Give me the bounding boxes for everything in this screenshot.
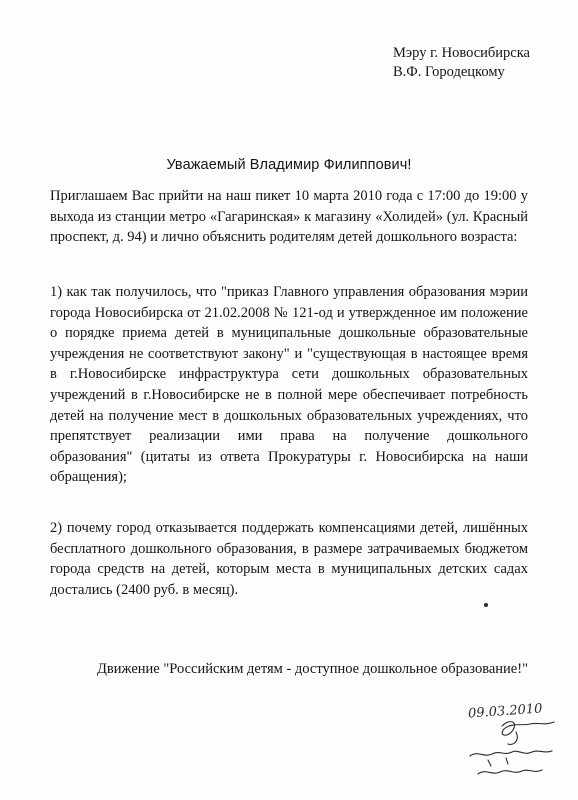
greeting: Уважаемый Владимир Филиппович! — [166, 157, 412, 173]
addressee-line-2: В.Ф. Городецкому — [393, 64, 505, 80]
addressee-block — [393, 44, 530, 82]
paragraph-question-2: 2) почему город отказывается поддержать компенсациями детей, лишённых бесплатного дошкольного образования, в размере затрачиваемых бюджетом города средств на детей, которым места в муниципальных детских садах достались (2400 руб. в месяц). — [50, 520, 528, 598]
handwritten-signature-icon — [458, 696, 573, 796]
addressee-line-1: Мэру г. Новосибирска — [393, 45, 530, 61]
paragraph-invitation: Приглашаем Вас прийти на наш пикет 10 марта 2010 года с 17:00 до 19:00 у выхода из станции метро «Гагаринская» к магазину «Холидей» (ул. Красный проспект, д. 94) и лично объяснить родителям детей дошкольного возраста: — [50, 188, 528, 246]
received-stamp — [458, 696, 573, 796]
stamp-date: 09.03.2010 — [467, 701, 543, 722]
scan-speck — [484, 603, 488, 607]
movement-signature-line: Движение "Российским детям - доступное дошкольное образование!" — [97, 661, 528, 677]
paragraph-question-1: 1) как так получилось, что "приказ Главного управления образования мэрии города Новосибирска от 21.02.2008 № 121-од и утвержденное им положение о порядке приема детей в муниципальные дошкольные образовательные учреждения не соответствуют закону" и "существующая в настоящее время в г.Новосибирске инфраструктура сети дошкольных образовательных учреждений в г.Новосибирске не в полной мере обеспечивает потребность детей на получение мест в дошкольных образовательных учреждениях, что препятствует реализации ими права на получение дошкольного образования" (цитаты из ответа Прокуратуры г. Новосибирска на наши обращения); — [50, 284, 528, 486]
